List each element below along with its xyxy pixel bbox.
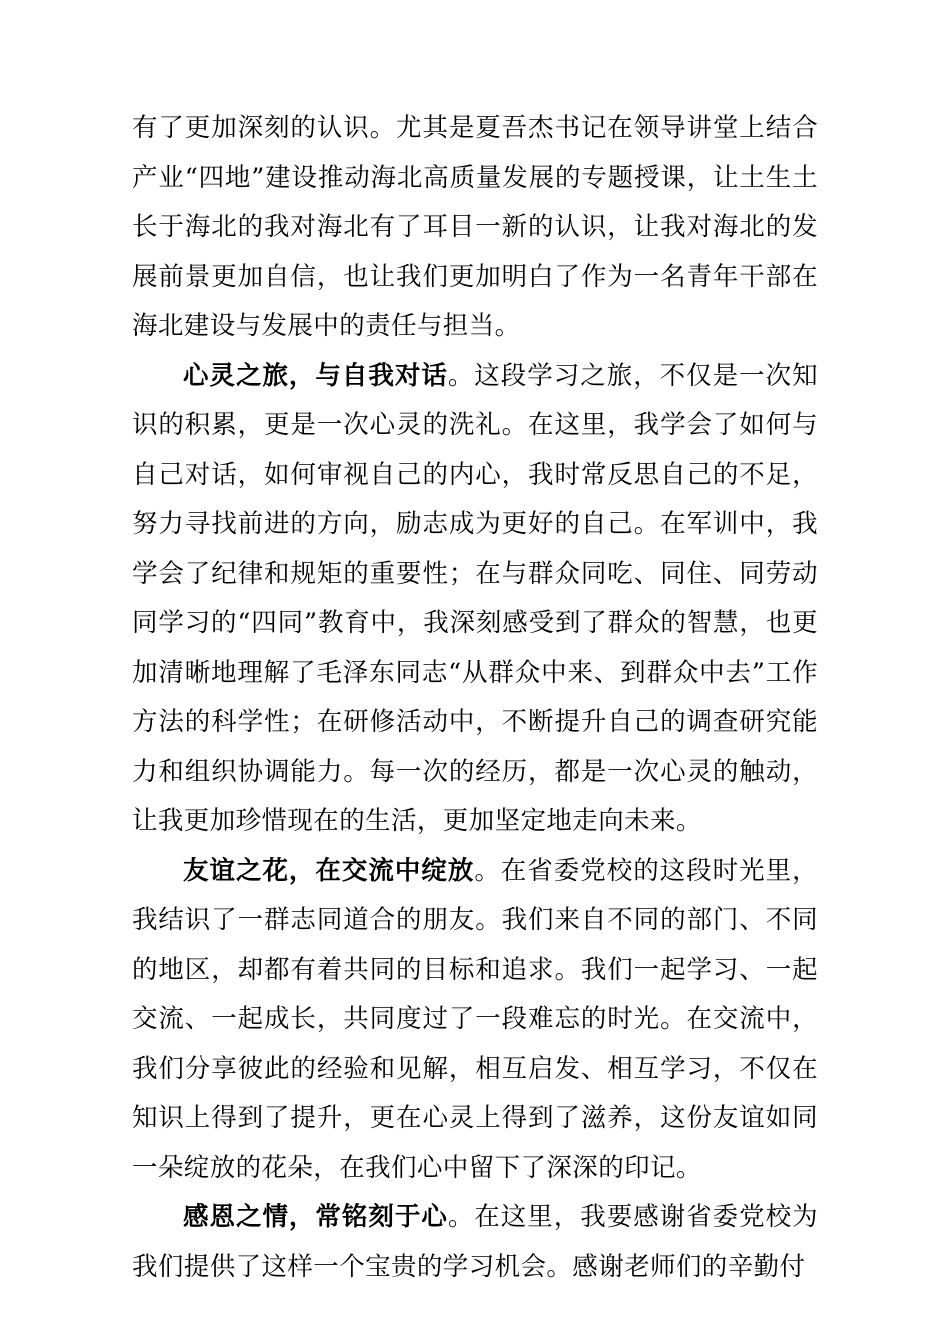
paragraph-text: 有了更加深刻的认识。尤其是夏吾杰书记在领导讲堂上结合产业“四地”建设推动海北高质量发展的专题授课，让土生土长于海北的我对海北有了耳目一新的认识，让我对海北的发展前景更加自信，也让我们更加明白了作为一名青年干部在海北建设与发展中的责任与担当。 (132, 113, 818, 341)
paragraph-gratitude (132, 1193, 818, 1292)
paragraph-soul-journey (132, 352, 818, 847)
paragraph-continued (132, 104, 818, 352)
paragraph-lead-label: 友谊之花，在交流中绽放 (183, 855, 475, 886)
paragraph-lead-label: 感恩之情，常铭刻于心 (183, 1202, 448, 1232)
paragraph-text: 。在省委党校的这段时光里，我结识了一群志同道合的朋友。我们来自不同的部门、不同的地区，却都有着共同的目标和追求。我们一起学习、一起交流、一起成长，共同度过了一段难忘的时光。在交流中，我们分享彼此的经验和见解，相互启发、相互学习，不仅在知识上得到了提升，更在心灵上得到了滋养，这份友谊如同一朵绽放的花朵，在我们心中留下了深深的印记。 (132, 855, 818, 1183)
paragraph-text: 。在这里，我要感谢省委党校为我们提供了这样一个宝贵的学习机会。感谢老师们的辛勤付 (132, 1202, 818, 1282)
paragraph-text: 。这段学习之旅，不仅是一次知识的积累，更是一次心灵的洗礼。在这里，我学会了如何与自己对话，如何审视自己的内心，我时常反思自己的不足，努力寻找前进的方向，励志成为更好的自己。在军训中，我学会了纪律和规矩的重要性；在与群众同吃、同住、同劳动同学习的“四同”教育中，我深刻感受到了群众的智慧，也更加清晰地理解了毛泽东同志“从群众中来、到群众中去”工作方法的科学性；在研修活动中，不断提升自己的调查研究能力和组织协调能力。每一次的经历，都是一次心灵的触动，让我更加珍惜现在的生活，更加坚定地走向未来。 (132, 360, 818, 836)
paragraph-lead-label: 心灵之旅，与自我对话 (183, 360, 448, 391)
document-body (132, 104, 818, 1292)
paragraph-friendship (132, 847, 818, 1194)
